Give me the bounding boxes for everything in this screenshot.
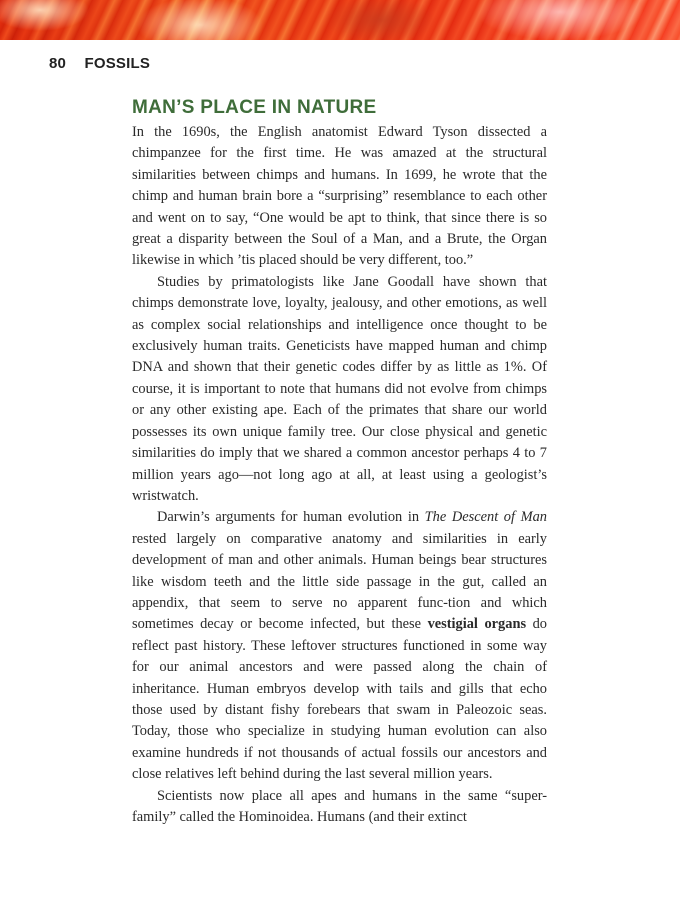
section-title: FOSSILS bbox=[84, 55, 151, 72]
paragraph-4: Scientists now place all apes and humans in the same “super-family” called the Hominoidea. Humans (and their extinct bbox=[132, 787, 547, 825]
paragraph-2: Studies by primatologists like Jane Goodall have shown that chimps demonstrate love, loyalty, jealousy, and other emotions, as well as complex social relationships and intelligence once thought to be exclusively human traits. Geneticists have mapped human and chimp DNA and shown that their genetic codes differ by as little as 1%. Of course, it is important to note that humans did not evolve from chimps or any other existing ape. Each of the primates that share our world possesses its own unique family tree. Our close physical and genetic similarities do imply that we shared a common ancestor perhaps 4 to 7 million years ago—not long ago at all, at least using a geologist’s wristwatch. bbox=[132, 273, 547, 504]
book-title: The Descent of Man bbox=[424, 509, 547, 526]
article-heading: MAN’S PLACE IN NATURE bbox=[132, 97, 377, 118]
page-number: 80 bbox=[49, 55, 67, 72]
paragraph-1: In the 1690s, the English anatomist Edward Tyson dissected a chimpanzee for the first time. He was amazed at the structural similarities between chimps and humans. In 1699, he wrote that the chimp and human brain bore a “surprising” resemblance to each other and went on to say, “One would be apt to think, that since there is so great a disparity between the Soul of a Man, and a Brute, the Organ likewise in which ’tis placed should be very different, too.” bbox=[132, 124, 547, 269]
decorative-banner-image bbox=[0, 0, 680, 40]
glossary-term-vestigial-organs: vestigial organs bbox=[427, 616, 527, 633]
paragraph-3-text-a: Darwin’s arguments for human evolution in bbox=[157, 509, 425, 526]
paragraph-3-text-b: rested largely on comparative anatomy and similarities in early development of man and other animals. Human beings bear structures like wisdom teeth and the little side passage in the gut, called an appendix, that seem to serve no apparent func-tion and which sometimes decay or become infected, but these bbox=[132, 530, 547, 633]
running-head bbox=[49, 55, 150, 72]
article-body bbox=[132, 96, 547, 828]
paragraph-3-text-c: do reflect past history. These leftover structures functioned in some way for our animal ancestors and were passed along the chain of inheritance. Human embryos develop with tails and gills that echo those used by distant fishy forebears that swam in Paleozoic seas. Today, those who specialize in studying human evolution can also examine hundreds if not thousands of actual fossils our ancestors and close relatives left behind during the last several million years. bbox=[132, 616, 547, 783]
paragraph-3 bbox=[132, 507, 547, 785]
